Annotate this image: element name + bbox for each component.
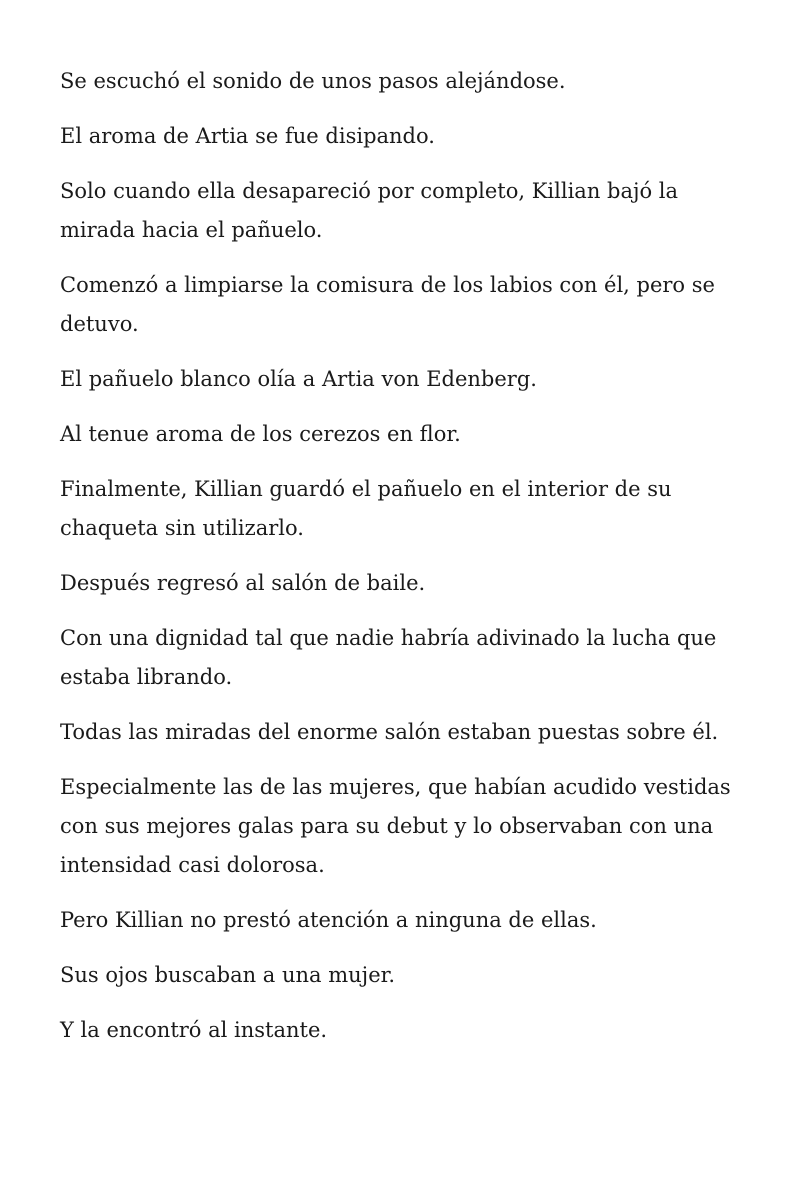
paragraph: El aroma de Artia se fue disipando. [60, 124, 435, 148]
document-body [60, 62, 740, 1066]
paragraph: Después regresó al salón de baile. [60, 571, 426, 595]
paragraph: Todas las miradas del enorme salón estaban puestas sobre él. [60, 720, 719, 744]
paragraph: Y la encontró al instante. [60, 1018, 328, 1042]
paragraph: Especialmente las de las mujeres, que habían acudido vestidas con sus mejores galas para su debut y lo observaban con una intensidad casi dolorosa. [60, 775, 731, 877]
paragraph: Solo cuando ella desapareció por completo, Killian bajó la mirada hacia el pañuelo. [60, 179, 679, 242]
paragraph: Con una dignidad tal que nadie habría adivinado la lucha que estaba librando. [60, 626, 717, 689]
paragraph: El pañuelo blanco olía a Artia von Edenberg. [60, 367, 537, 391]
paragraph: Comenzó a limpiarse la comisura de los labios con él, pero se detuvo. [60, 273, 715, 336]
paragraph: Sus ojos buscaban a una mujer. [60, 963, 396, 987]
paragraph: Pero Killian no prestó atención a ninguna de ellas. [60, 908, 597, 932]
paragraph: Al tenue aroma de los cerezos en flor. [60, 422, 461, 446]
paragraph: Se escuchó el sonido de unos pasos alejándose. [60, 69, 566, 93]
paragraph: Finalmente, Killian guardó el pañuelo en el interior de su chaqueta sin utilizarlo. [60, 477, 672, 540]
